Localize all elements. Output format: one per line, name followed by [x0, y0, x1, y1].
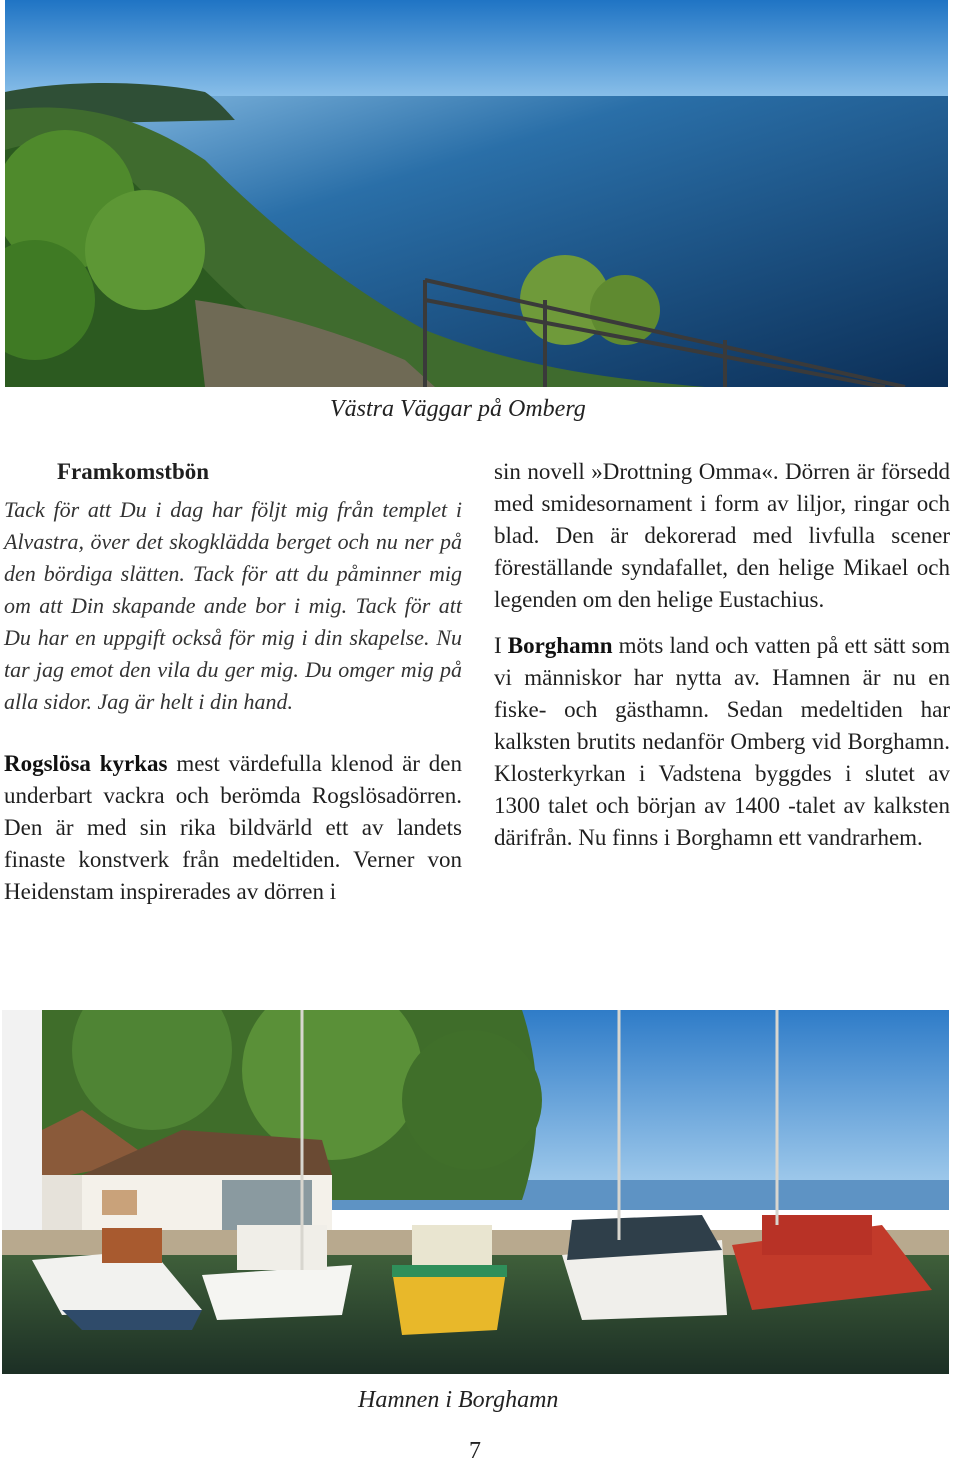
- prayer-heading: Framkomstbön: [56, 459, 210, 484]
- page-number: 7: [469, 1438, 481, 1464]
- rogslosa-text: mest värdefulla klenod är den underbart vackra och berömda Rogslösadörren. Den är med sin rika bildvärld ett av landets finaste konstverk från medeltiden. Verner von Heidenstam inspirerades av dörren i: [4, 751, 462, 904]
- bottom-photo-caption: Hamnen i Borghamn: [358, 1387, 559, 1413]
- borghamn-bold-term: Borghamn: [507, 633, 613, 658]
- borghamn-text: möts land och vatten på ett sätt som vi människor har nytta av. Hamnen är nu en fiske- och gästhamn. Sedan medeltiden har kalksten brutits nedanför Omberg vid Borghamn. Klosterkyrkan i Vadstena byggdes i slutet av 1300 talet och början av 1400 -talet av kalksten därifrån. Nu finns i Borghamn ett vandrarhem.: [494, 633, 950, 850]
- right-column: [494, 456, 950, 854]
- harbour-boats-photo: [2, 1010, 949, 1374]
- borghamn-paragraph: [494, 630, 950, 854]
- rogslosa-paragraph: [4, 748, 462, 908]
- door-continuation-text: sin novell »Drottning Omma«. Dörren är försedd med smidesornament i form av liljor, ringar och blad. Den är dekorerad med livfulla scener föreställande syndafallet, den helige Mikael och legenden om den helige Eustachius.: [494, 459, 950, 612]
- borghamn-intro: I: [494, 633, 508, 658]
- lake-coast-photo: [5, 0, 948, 387]
- left-column: [4, 456, 462, 908]
- top-photo-caption: Västra Väggar på Omberg: [330, 396, 586, 422]
- rogslosa-bold-term: Rogslösa kyrkas: [4, 751, 168, 776]
- prayer-text: Tack för att Du i dag har följt mig från templet i Alvastra, över det skogklädda berget och nu ner på den bördiga slätten. Tack för att du påminner mig om att Din skapande ande bor i mig. Tack för att Du har en uppgift också för mig i din skapelse. Nu tar jag emot den vila du ger mig. Du omger mig på alla sidor. Jag är helt i din hand.: [4, 497, 462, 714]
